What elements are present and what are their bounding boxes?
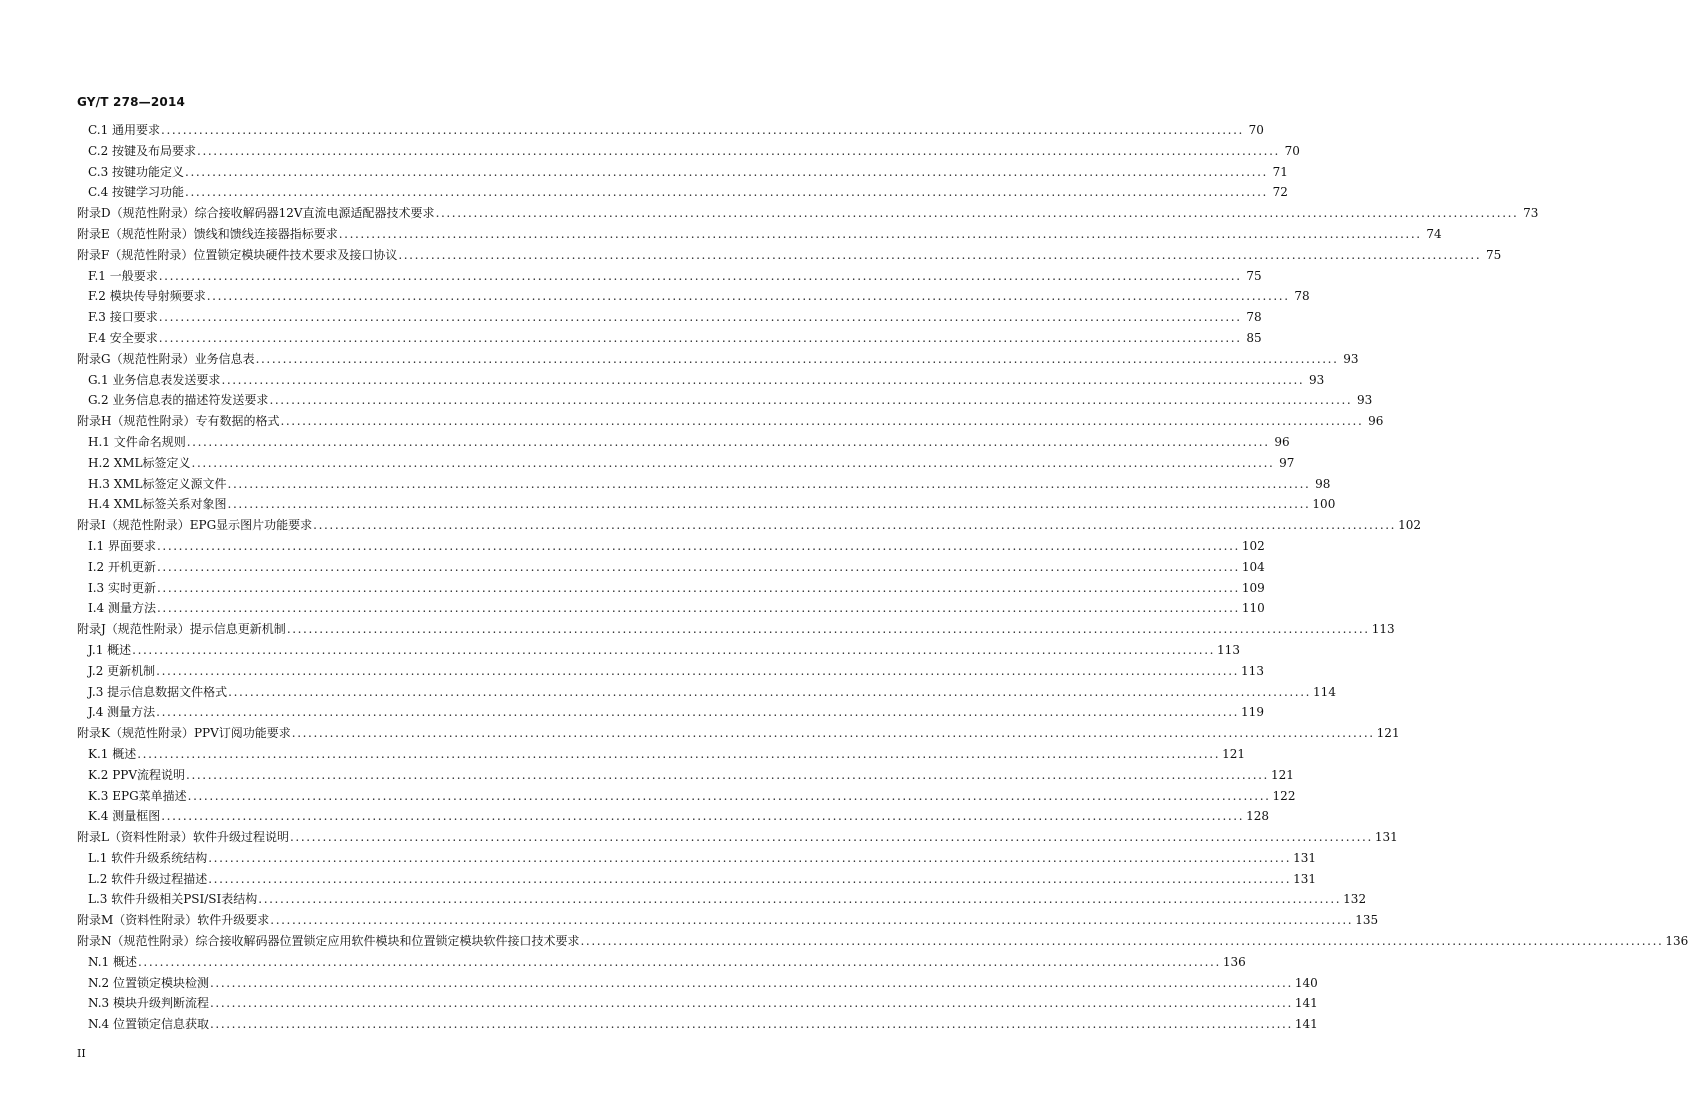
toc-entry-label: H.1 文件命名规则 [88,434,186,449]
toc-entry-label: 附录H（规范性附录）专有数据的格式 [77,414,280,429]
toc-entry-label: H.3 XML标签定义源文件 [88,476,227,491]
toc-entry-page: 136 [1222,954,1246,969]
toc-entry-section[interactable] [77,266,1262,287]
toc-entry-page: 113 [1241,663,1264,678]
toc-entry-label: H.2 XML标签定义 [88,455,191,470]
toc-entry-appendix[interactable] [77,827,1398,848]
toc-entry-page: 140 [1294,975,1318,990]
toc-entry-label: N.2 位置锁定模块检测 [88,975,209,990]
toc-entry-page: 96 [1368,414,1384,429]
toc-entry-label: 附录L（资料性附录）软件升级过程说明 [77,830,289,845]
toc-leader-dots: ........................................................................................................................................................................................................ [269,393,1353,408]
toc-entry-section[interactable] [77,993,1318,1014]
toc-leader-dots: ........................................................................................................................................................................................................ [338,226,1422,241]
toc-leader-dots: ........................................................................................................................................................................................................ [255,351,1339,366]
toc-entry-page: 113 [1217,642,1240,657]
toc-entry-page: 121 [1376,726,1400,741]
toc-leader-dots: ........................................................................................................................................................................................................ [210,1017,1293,1032]
toc-entry-label: C.1 通用要求 [88,123,161,137]
toc-entry-label: 附录E（规范性附录）馈线和馈线连接器指标要求 [77,226,338,241]
toc-entry-section[interactable] [77,494,1336,515]
toc-leader-dots: ........................................................................................................................................................................................................ [161,123,1244,137]
toc-entry-page: 70 [1248,123,1264,137]
toc-entry-label: C.3 按键功能定义 [88,164,185,179]
toc-entry-page: 93 [1357,393,1373,408]
toc-leader-dots: ........................................................................................................................................................................................................ [270,913,1354,928]
toc-leader-dots: ........................................................................................................................................................................................................ [157,601,1240,616]
toc-leader-dots: ........................................................................................................................................................................................................ [185,164,1268,179]
toc-entry-label: F.1 一般要求 [88,268,158,283]
toc-leader-dots: ........................................................................................................................................................................................................ [187,788,1271,803]
toc-entry-section[interactable] [77,889,1367,910]
toc-leader-dots: ........................................................................................................................................................................................................ [208,850,1292,865]
toc-entry-section[interactable] [77,578,1265,599]
toc-entry-appendix[interactable] [77,203,1539,224]
toc-leader-dots: ........................................................................................................................................................................................................ [156,663,1240,678]
toc-entry-appendix[interactable] [77,515,1421,536]
table-of-contents [77,120,1688,1035]
toc-entry-appendix[interactable] [77,245,1502,266]
toc-entry-appendix[interactable] [77,224,1442,245]
toc-leader-dots: ........................................................................................................................................................................................................ [157,538,1240,553]
toc-entry-label: 附录M（资料性附录）软件升级要求 [77,913,270,928]
toc-entry-section[interactable] [77,141,1300,162]
toc-entry-label: C.4 按键学习功能 [88,185,185,200]
toc-entry-section[interactable] [77,432,1290,453]
toc-entry-page: 131 [1293,850,1317,865]
toc-entry-label: L.2 软件升级过程描述 [88,871,208,886]
toc-entry-page: 93 [1309,372,1325,387]
toc-entry-page: 109 [1241,580,1265,595]
toc-entry-page: 78 [1294,289,1310,304]
toc-entry-section[interactable] [77,390,1373,411]
toc-leader-dots: ........................................................................................................................................................................................................ [185,185,1268,200]
toc-leader-dots: ........................................................................................................................................................................................................ [398,247,1482,262]
toc-leader-dots: ........................................................................................................................................................................................................ [158,268,1242,283]
toc-entry-page: 73 [1523,206,1539,221]
toc-entry-page: 110 [1241,601,1265,616]
toc-entry-page: 96 [1274,434,1290,449]
toc-entry-section[interactable] [77,952,1246,973]
toc-leader-dots: ........................................................................................................................................................................................................ [161,809,1245,824]
toc-entry-page: 102 [1398,518,1421,533]
toc-leader-dots: ........................................................................................................................................................................................................ [258,892,1342,907]
toc-leader-dots: ........................................................................................................................................................................................................ [291,726,1375,741]
toc-entry-appendix[interactable] [77,349,1359,370]
toc-entry-section[interactable] [77,973,1318,994]
toc-leader-dots: ........................................................................................................................................................................................................ [158,330,1242,345]
toc-entry-page: 114 [1313,684,1336,699]
toc-leader-dots: ........................................................................................................................................................................................................ [197,143,1280,158]
toc-entry-section[interactable] [77,1014,1318,1035]
toc-entry-page: 122 [1272,788,1296,803]
toc-entry-section[interactable] [77,786,1296,807]
toc-entry-label: I.1 界面要求 [88,538,157,553]
toc-leader-dots: ........................................................................................................................................................................................................ [228,684,1312,699]
toc-entry-page: 136 [1665,934,1688,949]
toc-entry-page: 78 [1246,310,1262,325]
toc-entry-section[interactable] [77,370,1325,391]
toc-entry-page: 74 [1426,226,1442,241]
toc-entry-label: I.2 开机更新 [88,559,157,574]
toc-entry-section[interactable] [77,869,1317,890]
toc-entry-label: K.1 概述 [88,746,137,761]
toc-entry-page: 71 [1272,164,1288,179]
toc-entry-page: 119 [1241,705,1264,720]
toc-entry-section[interactable] [77,536,1265,557]
toc-leader-dots: ........................................................................................................................................................................................................ [186,767,1269,782]
toc-entry-page: 141 [1294,1017,1318,1032]
toc-leader-dots: ........................................................................................................................................................................................................ [132,642,1216,657]
toc-entry-section[interactable] [77,744,1246,765]
toc-leader-dots: ........................................................................................................................................................................................................ [286,622,1370,637]
toc-entry-page: 135 [1355,913,1379,928]
toc-entry-page: 75 [1485,247,1502,262]
toc-entry-appendix[interactable] [77,931,1688,952]
toc-entry-page: 132 [1343,892,1367,907]
toc-leader-dots: ........................................................................................................................................................................................................ [158,310,1242,325]
toc-entry-label: J.2 更新机制 [88,663,156,678]
toc-entry-label: J.3 提示信息数据文件格式 [88,684,228,699]
toc-entry-label: L.3 软件升级相关PSI/SI表结构 [88,892,258,907]
toc-entry-label: K.3 EPG菜单描述 [88,788,187,803]
toc-entry-section[interactable] [77,286,1310,307]
toc-entry-label: I.3 实时更新 [88,580,157,595]
toc-leader-dots: ........................................................................................................................................................................................................ [210,975,1293,990]
toc-leader-dots: ........................................................................................................................................................................................................ [206,289,1290,304]
toc-entry-label: J.4 测量方法 [88,705,156,720]
toc-leader-dots: ........................................................................................................................................................................................................ [227,497,1311,512]
toc-entry-label: J.1 概述 [88,642,132,657]
toc-entry-label: C.2 按键及布局要求 [88,143,197,158]
toc-entry-label: F.3 接口要求 [88,310,158,325]
toc-entry-page: 128 [1246,809,1270,824]
toc-entry-section[interactable] [77,640,1240,661]
toc-entry-section[interactable] [77,598,1265,619]
toc-entry-page: 131 [1374,830,1398,845]
toc-leader-dots: ........................................................................................................................................................................................................ [580,934,1664,949]
toc-entry-label: 附录F（规范性附录）位置锁定模块硬件技术要求及接口协议 [77,247,398,262]
toc-leader-dots: ........................................................................................................................................................................................................ [186,434,1270,449]
toc-entry-page: 141 [1294,996,1318,1011]
toc-leader-dots: ........................................................................................................................................................................................................ [138,954,1221,969]
toc-entry-label: 附录N（规范性附录）综合接收解码器位置锁定应用软件模块和位置锁定模块软件接口技术要求 [77,934,580,949]
toc-leader-dots: ........................................................................................................................................................................................................ [227,476,1311,491]
toc-leader-dots: ........................................................................................................................................................................................................ [157,559,1240,574]
toc-entry-page: 102 [1241,538,1265,553]
toc-entry-page: 104 [1241,559,1265,574]
toc-entry-appendix[interactable] [77,723,1400,744]
toc-entry-section[interactable] [77,182,1288,203]
toc-entry-label: G.1 业务信息表发送要求 [88,372,221,387]
toc-entry-page: 75 [1246,268,1262,283]
toc-leader-dots: ........................................................................................................................................................................................................ [435,206,1519,221]
toc-leader-dots: ........................................................................................................................................................................................................ [221,372,1305,387]
toc-entry-label: 附录J（规范性附录）提示信息更新机制 [77,622,286,637]
toc-entry-section[interactable] [77,307,1262,328]
toc-entry-label: 附录I（规范性附录）EPG显示图片功能要求 [77,518,313,533]
toc-entry-label: K.2 PPV流程说明 [88,767,186,782]
toc-entry-section[interactable] [77,702,1264,723]
document-header: GY/T 278—2014 [77,95,186,109]
toc-entry-page: 72 [1272,185,1288,200]
toc-entry-section[interactable] [77,806,1270,827]
toc-entry-label: K.4 测量框图 [88,809,161,824]
toc-entry-label: N.1 概述 [88,954,137,969]
toc-entry-section[interactable] [77,474,1331,495]
toc-leader-dots: ........................................................................................................................................................................................................ [191,455,1275,470]
toc-entry-label: I.4 测量方法 [88,601,157,616]
toc-entry-label: N.4 位置锁定信息获取 [88,1017,209,1032]
toc-entry-page: 98 [1315,476,1331,491]
toc-entry-page: 121 [1222,746,1246,761]
toc-entry-label: N.3 模块升级判断流程 [88,996,209,1011]
toc-entry-section[interactable] [77,557,1265,578]
toc-entry-label: H.4 XML标签关系对象图 [88,497,227,512]
toc-leader-dots: ........................................................................................................................................................................................................ [313,518,1397,533]
toc-entry-appendix[interactable] [77,619,1395,640]
toc-entry-label: F.4 安全要求 [88,330,158,345]
toc-leader-dots: ........................................................................................................................................................................................................ [289,830,1373,845]
toc-entry-appendix[interactable] [77,910,1379,931]
toc-entry-section[interactable] [77,453,1295,474]
toc-entry-section[interactable] [77,162,1288,183]
toc-entry-page: 93 [1343,351,1359,366]
toc-entry-label: F.2 模块传导射频要求 [88,289,206,304]
toc-leader-dots: ........................................................................................................................................................................................................ [137,746,1221,761]
toc-entry-page: 113 [1371,622,1395,637]
toc-entry-section[interactable] [77,661,1264,682]
toc-entry-section[interactable] [77,848,1317,869]
toc-leader-dots: ........................................................................................................................................................................................................ [157,580,1240,595]
toc-entry-page: 97 [1279,455,1295,470]
page-number-footer: II [77,1047,86,1060]
toc-leader-dots: ........................................................................................................................................................................................................ [210,996,1293,1011]
toc-entry-page: 70 [1284,143,1300,158]
toc-entry-page: 131 [1293,871,1317,886]
toc-leader-dots: ........................................................................................................................................................................................................ [156,705,1240,720]
toc-leader-dots: ........................................................................................................................................................................................................ [208,871,1292,886]
toc-leader-dots: ........................................................................................................................................................................................................ [280,414,1364,429]
toc-entry-page: 85 [1246,330,1262,345]
toc-entry-section[interactable] [77,765,1294,786]
toc-entry-page: 121 [1270,767,1294,782]
toc-entry-appendix[interactable] [77,411,1384,432]
toc-entry-label: 附录G（规范性附录）业务信息表 [77,351,255,366]
toc-entry-section[interactable] [77,120,1264,141]
toc-entry-section[interactable] [77,328,1262,349]
toc-entry-page: 100 [1312,497,1336,512]
toc-entry-label: 附录D（规范性附录）综合接收解码器12V直流电源适配器技术要求 [77,206,435,221]
toc-entry-label: L.1 软件升级系统结构 [88,850,208,865]
toc-entry-label: G.2 业务信息表的描述符发送要求 [88,393,269,408]
toc-entry-label: 附录K（规范性附录）PPV订阅功能要求 [77,726,291,741]
toc-entry-section[interactable] [77,682,1336,703]
